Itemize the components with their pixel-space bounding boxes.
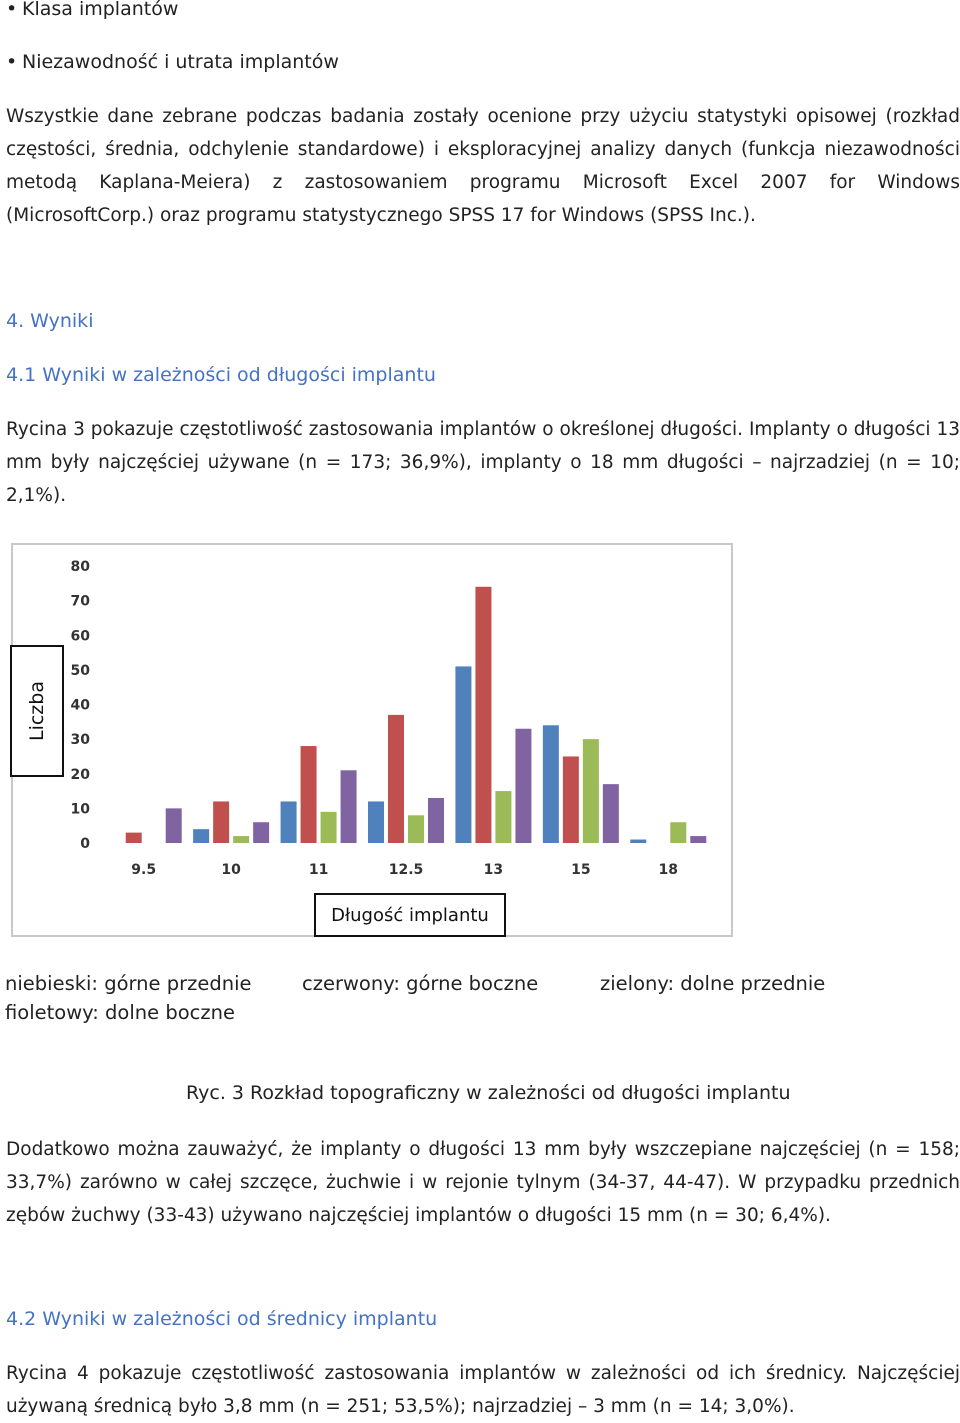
y-axis-label-box [10,645,64,777]
bar [388,715,404,843]
y-tick-label: 60 [70,628,90,645]
bar [166,808,182,843]
y-tick-label: 50 [70,662,90,679]
legend-green: zielony: dolne przednie [600,972,826,995]
bar [543,725,559,843]
legend-red: czerwony: górne boczne [302,972,539,995]
x-tick-label: 11 [308,862,329,878]
bar [603,784,619,843]
results-paragraph-2: Dodatkowo można zauważyć, że implanty o długości 13 mm były wszczepiane najczęściej (n = 158; 33,7%) zarówno w całej szczęce, żuchwie i w rejonie tylnym (34-37, 44-47). W przypadku przednich zębów żuchwy (33-43) używano najczęściej implantów o długości 15 mm (n = 30; 6,4%). [6,1139,960,1226]
x-axis-label-box [314,893,506,937]
y-tick-label: 40 [70,697,90,714]
bar [321,812,337,843]
bar [670,822,686,843]
bar [408,815,424,843]
bar [495,791,511,843]
bar [233,836,249,843]
y-tick-label: 20 [70,766,90,783]
bullet-dot: • [6,0,18,20]
x-tick-label: 10 [221,862,241,878]
bar [475,587,491,843]
section-heading: 4. Wyniki [6,310,94,332]
bar [690,836,706,843]
bar [281,801,297,843]
bar [583,739,599,843]
bar [630,840,646,843]
legend-purple: fioletowy: dolne boczne [5,1001,235,1024]
x-axis-label: Długość implantu [331,904,489,926]
bullet-dot: • [6,51,18,73]
intro-paragraph: Wszystkie dane zebrane podczas badania zostały ocenione przy użyciu statystyki opisowej (rozkład częstości, średnia, odchylenie standardowe) i eksploracyjnej analizy danych (funkcja niezawodności metodą Kaplana-Meiera) z zastosowaniem programu Microsoft Excel 2007 for Windows (MicrosoftCorp.) oraz programu statystycznego SPSS 17 for Windows (SPSS Inc.). [6,106,960,226]
y-tick-label: 0 [80,836,90,852]
x-tick-label: 15 [571,862,591,878]
bar [428,798,444,843]
results-paragraph: Rycina 3 pokazuje częstotliwość zastosowania implantów o określonej długości. Implanty o długości 13 mm były najczęściej używane (n = 173; 36,9%), implanty o 18 mm długości – najrzadziej (n = 10; 2,1%). [6,419,960,506]
x-tick-label: 13 [483,862,504,878]
y-tick-label: 30 [70,732,90,749]
bullet-text: Niezawodność i utrata implantów [22,51,339,73]
bar [213,801,229,843]
bar [193,829,209,843]
subsection-heading-2: 4.2 Wyniki w zależności od średnicy implantu [6,1308,438,1330]
bar [368,801,384,843]
figure-caption: Ryc. 3 Rozkład topograficzny w zależności od długości implantu [186,1082,791,1104]
bar [455,666,471,843]
legend-blue: niebieski: górne przednie [5,972,252,995]
x-tick-label: 9.5 [131,862,157,878]
x-tick-label: 18 [658,862,679,878]
subsection-heading: 4.1 Wyniki w zależności od długości implantu [6,364,436,386]
bar [301,746,317,843]
bar [515,729,531,843]
x-tick-label: 12.5 [388,862,424,878]
y-tick-label: 80 [70,559,90,575]
bar [563,756,579,843]
y-tick-label: 70 [70,593,90,610]
y-tick-label: 10 [70,801,90,818]
results-paragraph-3: Rycina 4 pokazuje częstotliwość zastosowania implantów w zależności od ich średnicy. Najczęściej używaną średnicą było 3,8 mm (n = 251; 53,5%); najrzadziej – 3 mm (n = 14; 3,0%). [6,1363,960,1417]
y-axis-label: Liczba [26,681,48,741]
bar [341,770,357,843]
bar [253,822,269,843]
bar [126,833,142,843]
bullet-text: Klasa implantów [22,0,179,20]
